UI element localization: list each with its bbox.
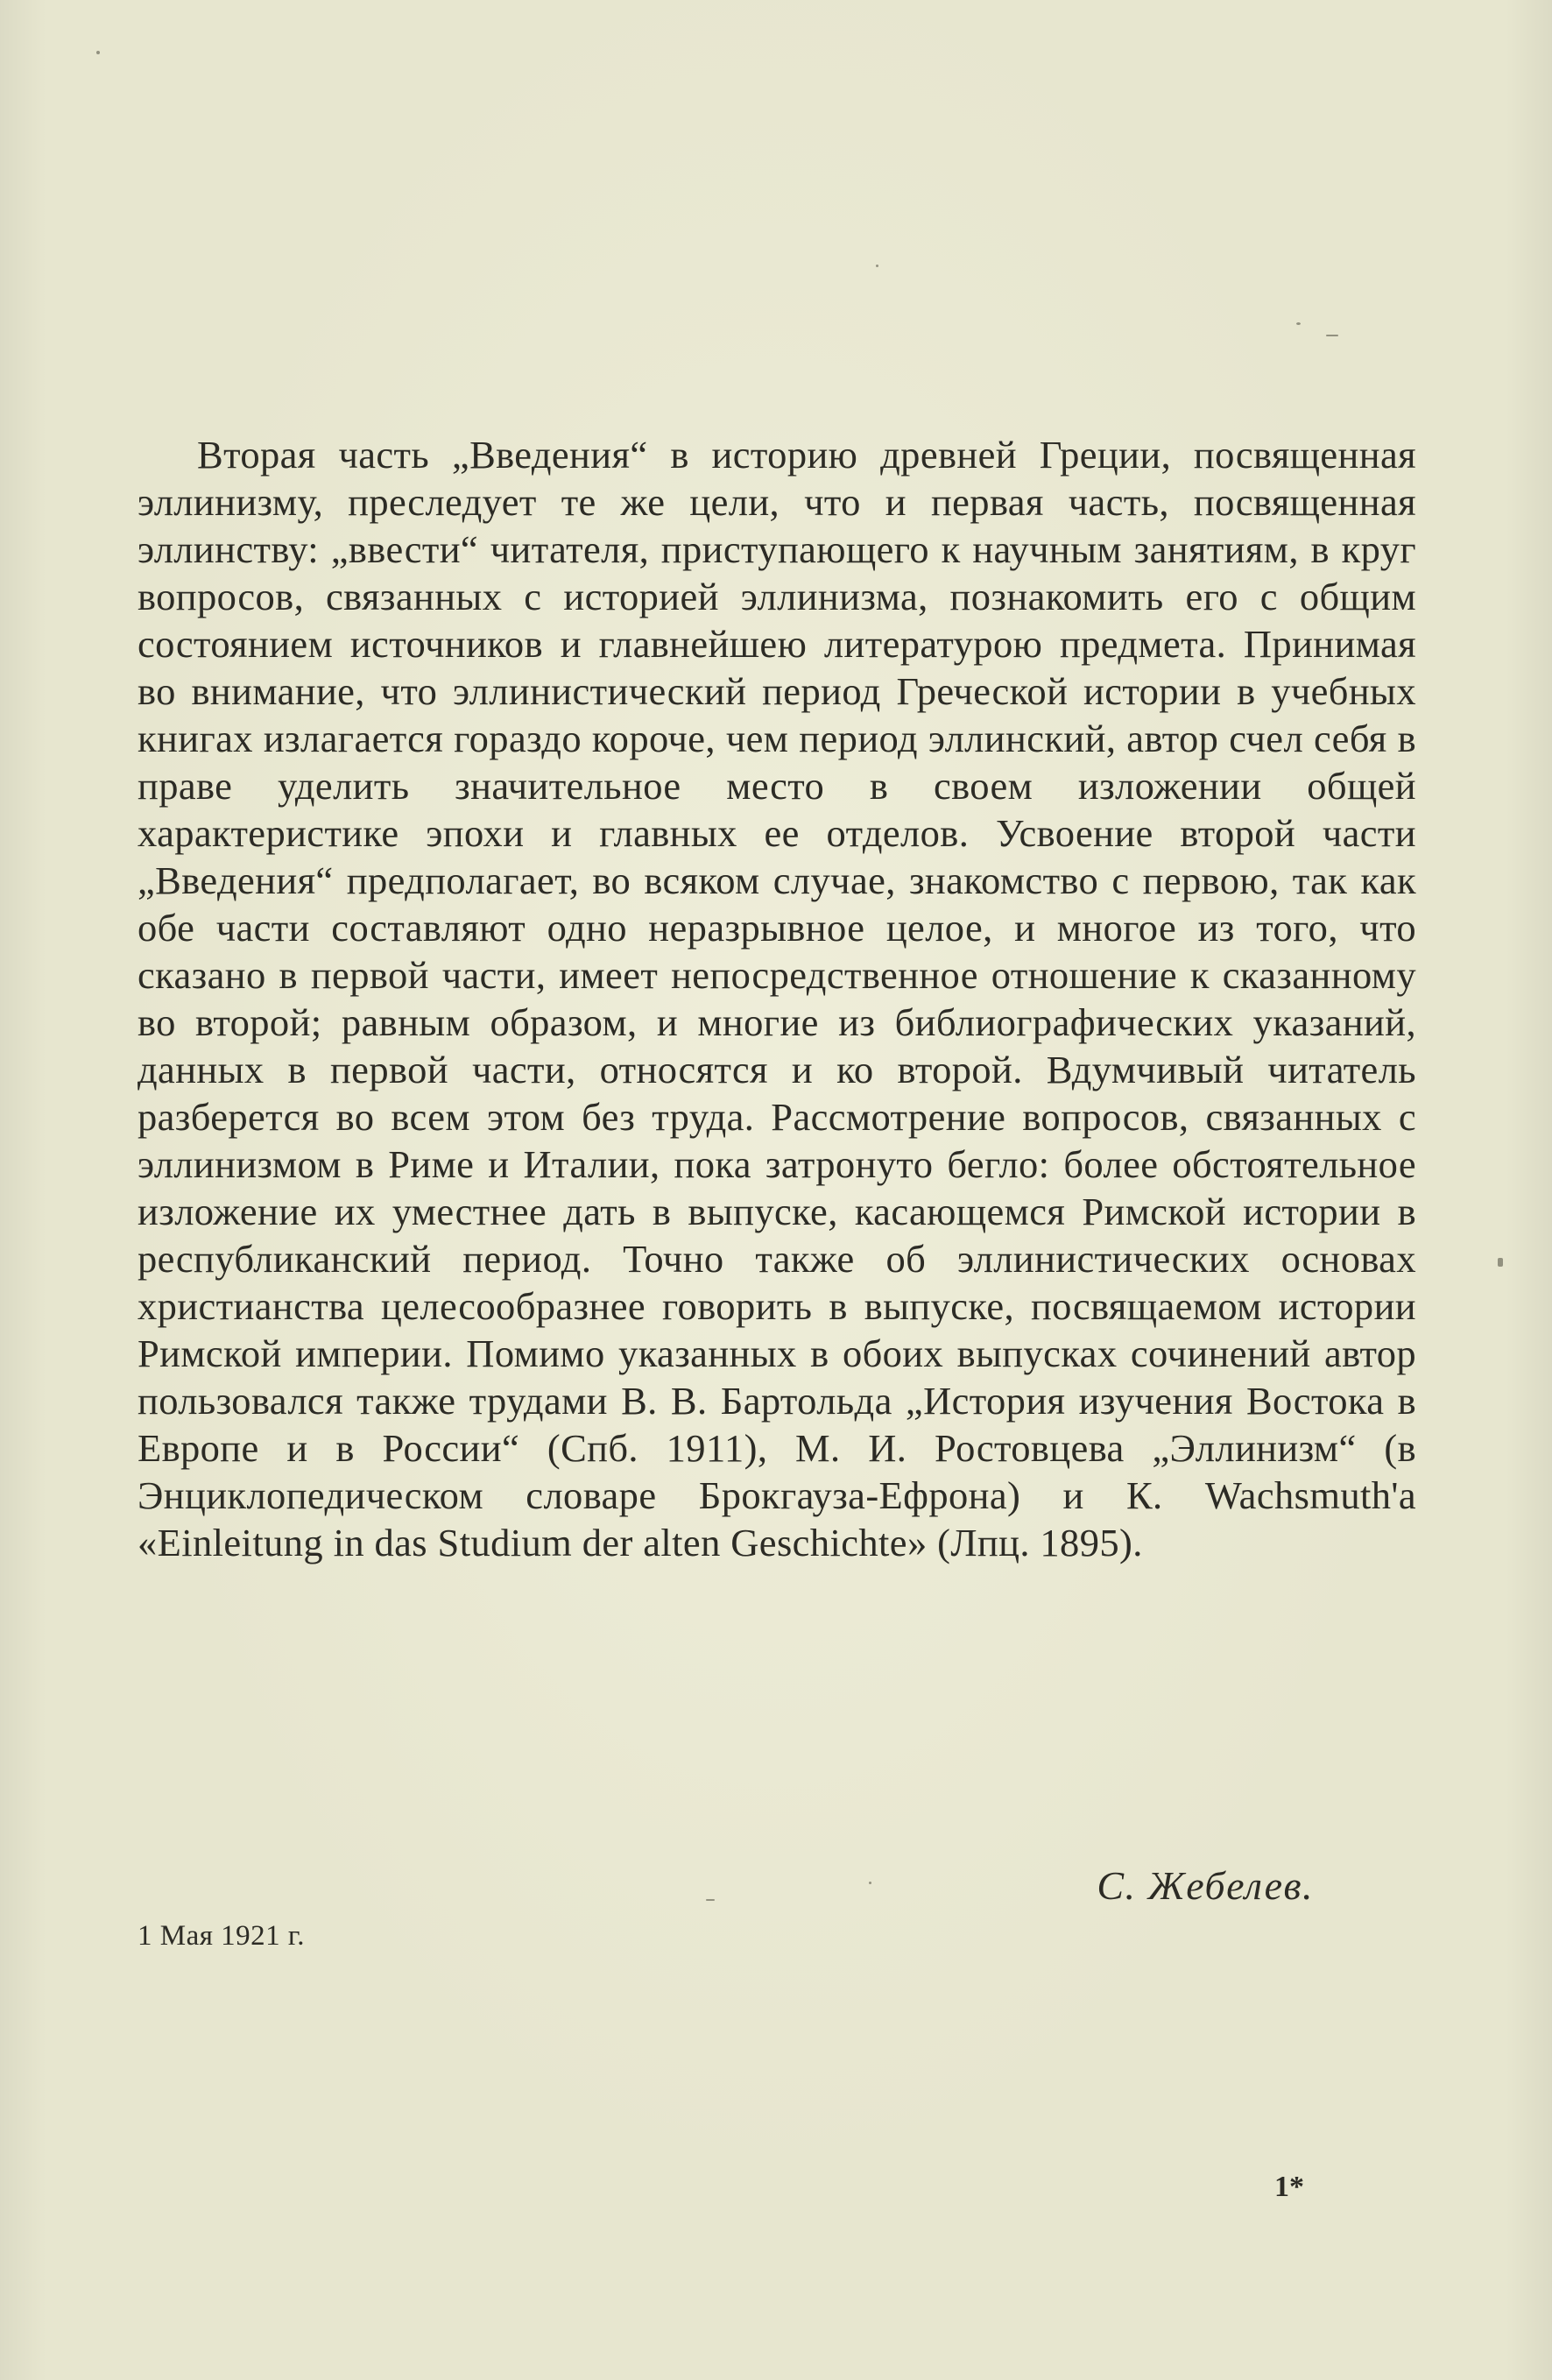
scan-speck bbox=[96, 51, 100, 54]
scan-speck bbox=[876, 265, 878, 267]
scan-speck bbox=[1326, 335, 1338, 336]
preface-date: 1 Мая 1921 г. bbox=[138, 1920, 305, 1952]
scan-speck bbox=[1296, 322, 1301, 325]
preface-paragraph: Вторая часть „Введения“ в историю древней Греции, посвященная эллинизму, преследует те же цели, что и первая часть, посвященная эллинству: „ввести“ читателя, приступающего к научным занятиям, в круг вопросов, связанных с историей эллинизма, познакомить его с общим состоянием источников и главнейшею литературою предмета. Принимая во внимание, что эллинистический период Греческой истории в учебных книгах излагается гораздо короче, чем период эллинский, автор счел себя в праве уделить значительное место в своем изложении общей характеристике эпохи и главных ее отделов. Усвоение второй части „Введения“ предполагает, во всяком случае, знакомство с первою, так как обе части составляют одно неразрывное целое, и многое из того, что сказано в первой части, имеет непосредственное отношение к сказанному во второй; равным образом, и многие из библиографических указаний, данных в первой части, относятся и ко второй. Вдумчивый читатель разберется во всем этом без труда. Рассмотрение вопросов, связанных с эллинизмом в Риме и Италии, пока затронуто бегло: более обстоятельное изложение их уместнее дать в выпуске, касающемся Римской истории в республиканский период. Точно также об эллинистических основах христианства целесообразнее говорить в выпуске, посвящаемом истории Римской империи. Помимо указанных в обоих выпусках сочинений автор пользовался также трудами В. В. Бартольда „История изучения Востока в Европе и в России“ (Спб. 1911), М. И. Ростовцева „Эллинизм“ (в Энциклопедическом словаре Брокгауза-Ефрона) и К. Wachsmuth'a «Einleitung in das Studium der alten Geschichte» (Лпц. 1895). bbox=[138, 433, 1416, 1564]
scan-speck bbox=[1498, 1258, 1503, 1267]
printer-signature-mark: 1* bbox=[1274, 2171, 1304, 2203]
scan-speck bbox=[706, 1899, 715, 1901]
scan-speck bbox=[869, 1882, 871, 1884]
author-signature: С. Жебелев. bbox=[1097, 1863, 1314, 1908]
